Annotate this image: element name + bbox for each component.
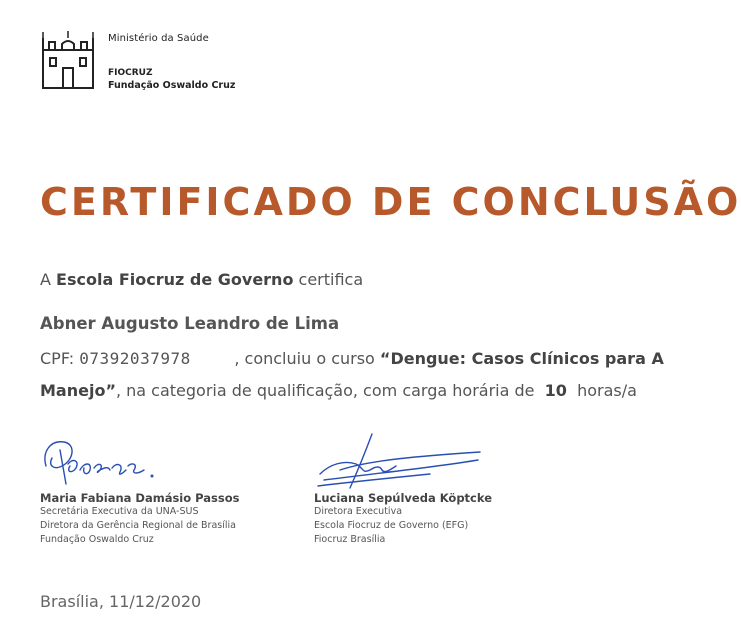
- place-date: Brasília, 11/12/2020: [40, 592, 202, 611]
- recipient-name: Abner Augusto Leandro de Lima: [40, 314, 340, 333]
- certificate-title: CERTIFICADO DE CONCLUSÃO: [40, 180, 741, 224]
- signatory-2-role-line: Fiocruz Brasília: [314, 534, 386, 545]
- qualification-text: , na categoria de qualificação, com carga horária de: [115, 381, 535, 400]
- signature-1-image: [40, 432, 170, 492]
- org-full-name: Fundação Oswaldo Cruz: [108, 80, 236, 91]
- ministry-label: Ministério da Saúde: [108, 33, 209, 44]
- course-title-part2: Manejo”: [40, 381, 116, 400]
- signatory-2-roles: [314, 505, 468, 547]
- cpf-value: 07392037978: [79, 349, 191, 368]
- intro-line: [40, 270, 363, 289]
- org-short-name: FIOCRUZ: [108, 68, 153, 78]
- signatory-1-role-line: Fundação Oswaldo Cruz: [40, 534, 154, 545]
- signatory-2-role-line: Diretora Executiva: [314, 506, 403, 517]
- intro-suffix: certifica: [298, 270, 364, 289]
- signatory-2-role-line: Escola Fiocruz de Governo (EFG): [314, 520, 469, 531]
- cpf-line: [40, 349, 664, 368]
- hours-unit: horas/a: [577, 381, 637, 400]
- cpf-label: CPF:: [40, 349, 75, 368]
- course-hours: 10: [544, 381, 567, 400]
- qualification-line: [40, 381, 637, 400]
- signatory-1-role-line: Diretora da Gerência Regional de Brasília: [40, 520, 236, 531]
- intro-prefix: A: [40, 270, 51, 289]
- fiocruz-castle-logo: [40, 28, 96, 92]
- course-title-part1: “Dengue: Casos Clínicos para A: [379, 349, 664, 368]
- school-name: Escola Fiocruz de Governo: [56, 270, 294, 289]
- signatory-1-name: Maria Fabiana Damásio Passos: [40, 491, 240, 505]
- signatory-1-roles: [40, 505, 236, 547]
- signature-2-image: [310, 430, 490, 494]
- course-intro: , concluiu o curso: [234, 349, 375, 368]
- signatory-2-name: Luciana Sepúlveda Köptcke: [314, 491, 493, 505]
- signatory-1-role-line: Secretária Executiva da UNA-SUS: [40, 506, 199, 517]
